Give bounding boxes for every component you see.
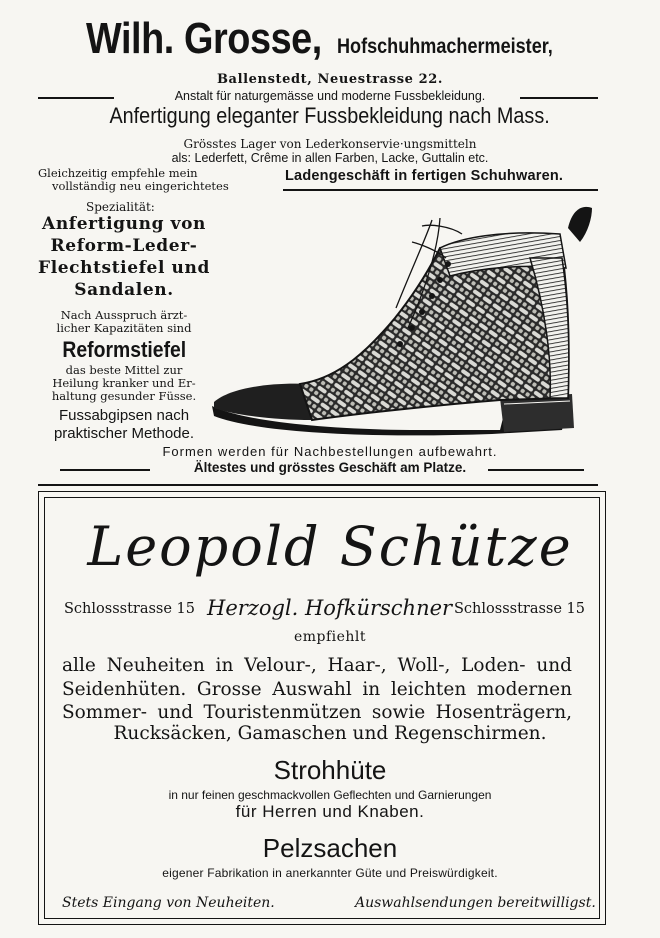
reform-text: Reformstiefel: [62, 337, 186, 362]
specialty-line: Flechtstiefel und: [38, 258, 210, 278]
also-line: vollständig neu eingerichtetes: [52, 179, 229, 193]
footer-right: Auswahlsendungen bereitwilligst.: [355, 895, 596, 911]
section-divider: [38, 484, 598, 486]
laced-boot-icon: [200, 198, 600, 443]
medical-line: licher Kapazitäten sind: [56, 321, 192, 335]
footer-left: Stets Eingang von Neuheiten.: [62, 895, 275, 911]
grosse-title: [86, 14, 588, 64]
recommends-line: empfiehlt: [293, 629, 367, 645]
cast-line: Fussabgipsen nach: [58, 407, 190, 424]
furrier-title: Herzogl. Hofkürschner: [207, 596, 453, 620]
body-line: Sommer- und Touristenmützen sowie Hosenträgern,: [62, 702, 572, 723]
making-headline: [0, 103, 660, 129]
healing-line: Heilung kranker und Er-: [52, 376, 196, 390]
body-line: Rucksäcken, Gamaschen und Regenschirmen.: [113, 723, 547, 744]
specialty-line: Anfertigung von: [42, 214, 206, 234]
cast-line: praktischer Methode.: [53, 425, 195, 442]
healing-line: das beste Mittel zur: [65, 363, 183, 377]
address-left: Schlossstrasse 15: [64, 601, 196, 617]
specialty-line: Sandalen.: [74, 280, 174, 300]
furs-subline: eigener Fabrikation in anerkannter Güte und Preiswürdigkeit.: [162, 866, 498, 880]
specialty-label: Spezialität:: [86, 200, 155, 214]
body-line: alle Neuheiten in Velour-, Haar-, Woll-, Loden- und: [62, 655, 572, 676]
grosse-trade: Hofschuhmachermeister,: [337, 35, 554, 58]
making-text: Anfertigung eleganter Fussbekleidung nach Mass.: [109, 103, 551, 128]
oldest-line: Ältestes und grösstes Geschäft am Platze.: [193, 460, 467, 475]
furs-headline: Pelzsachen: [262, 833, 398, 863]
straw-for-line: für Herren und Knaben.: [235, 802, 425, 821]
schuetze-name: Leopold Schütze: [87, 515, 573, 578]
shop-underline: [283, 189, 598, 191]
address-right: Schlossstrasse 15: [454, 601, 586, 617]
forms-line: Formen werden für Nachbestellungen aufbewahrt.: [162, 444, 498, 459]
shop-line: Ladengeschäft in fertigen Schuhwaren.: [285, 168, 564, 184]
medical-line: Nach Ausspruch ärzt-: [60, 308, 188, 322]
straw-headline: Strohhüte: [273, 755, 387, 785]
body-line: Seidenhüten. Grosse Auswahl in leichten modernen: [62, 679, 572, 700]
grosse-name: Wilh. Grosse,: [86, 14, 322, 63]
healing-line: haltung gesunder Füsse.: [51, 389, 197, 403]
stock-line: Grösstes Lager von Lederkonservie·ungsmitteln: [183, 137, 477, 151]
also-line: Gleichzeitig empfehle mein: [38, 166, 198, 180]
grosse-address: Ballenstedt, Neuestrasse 22.: [216, 72, 444, 87]
institute-line: Anstalt für naturgemässe und moderne Fussbekleidung.: [174, 89, 486, 103]
stock-line: als: Lederfett, Crême in allen Farben, Lacke, Guttalin etc.: [171, 151, 489, 165]
straw-subline: in nur feinen geschmackvollen Geflechten und Garnierungen: [168, 788, 492, 802]
specialty-line: Reform-Leder-: [50, 236, 198, 256]
